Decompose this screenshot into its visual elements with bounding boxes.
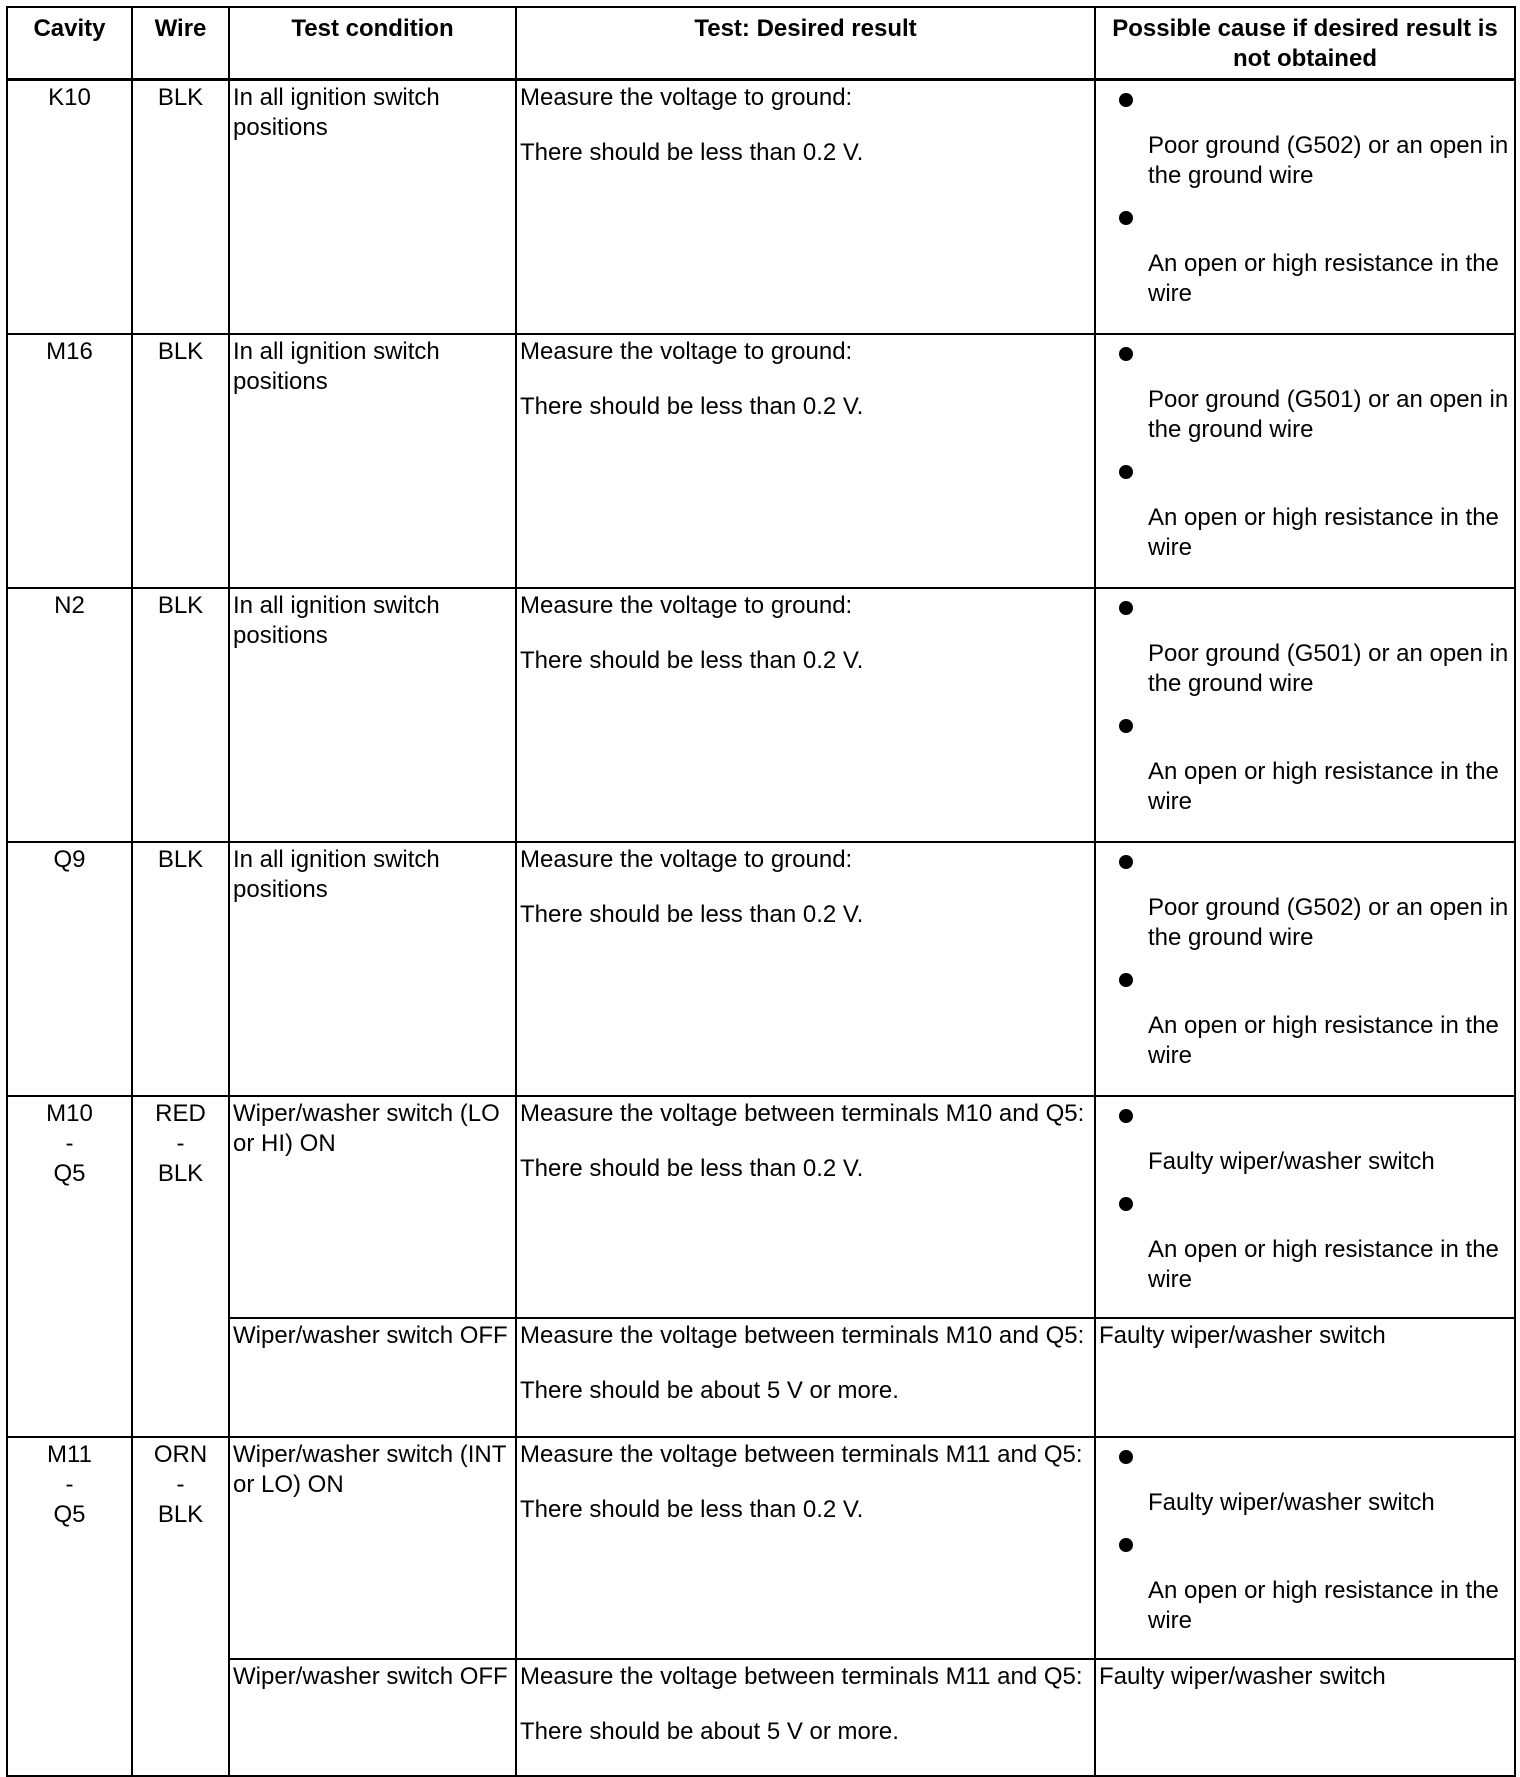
result-expectation: There should be about 5 V or more. xyxy=(520,1718,899,1745)
result-instruction: Measure the voltage between terminals M10 and Q5: xyxy=(520,1100,1085,1127)
bullet-icon xyxy=(1119,465,1133,479)
wire-separator: - xyxy=(176,1471,185,1498)
possible-cause-cell xyxy=(1095,842,1515,1096)
result-expectation: There should be less than 0.2 V. xyxy=(520,1155,864,1182)
wire-cell: BLK xyxy=(132,80,229,335)
possible-cause-cell xyxy=(1095,334,1515,588)
header-possible-cause: Possible cause if desired result is not obtained xyxy=(1095,7,1515,80)
cavity-cell xyxy=(7,1096,132,1437)
result-instruction: Measure the voltage to ground: xyxy=(520,84,853,111)
test-condition-cell: Wiper/washer switch OFF xyxy=(229,1659,516,1776)
test-condition-cell: In all ignition switch positions xyxy=(229,588,516,842)
table-row-ground xyxy=(7,334,1515,588)
result-instruction: Measure the voltage to ground: xyxy=(520,592,853,619)
desired-result-cell xyxy=(516,1659,1095,1776)
bullet-icon xyxy=(1119,347,1133,361)
cavity-cell xyxy=(7,1437,132,1776)
result-instruction: Measure the voltage between terminals M11 and Q5: xyxy=(520,1441,1083,1468)
cavity-cell: K10 xyxy=(7,80,132,335)
desired-result-cell xyxy=(516,588,1095,842)
table-row-ground xyxy=(7,80,1515,335)
result-expectation: There should be less than 0.2 V. xyxy=(520,139,864,166)
bullet-icon xyxy=(1119,93,1133,107)
wire-cell xyxy=(132,1096,229,1437)
cavity-top: M10 xyxy=(46,1100,93,1127)
cause-item: An open or high resistance in the wire xyxy=(1148,250,1499,307)
desired-result-cell xyxy=(516,1437,1095,1659)
test-condition-cell: In all ignition switch positions xyxy=(229,842,516,1096)
cavity-bottom: Q5 xyxy=(53,1501,86,1528)
bullet-icon xyxy=(1119,1450,1133,1464)
table-row-switch-off xyxy=(7,1318,1515,1437)
test-condition-cell: Wiper/washer switch (LO or HI) ON xyxy=(229,1096,516,1318)
cavity-top: M11 xyxy=(47,1441,92,1468)
cavity-separator: - xyxy=(65,1471,74,1498)
wire-bottom: BLK xyxy=(157,1501,204,1528)
cavity-cell: N2 xyxy=(7,588,132,842)
possible-cause-cell xyxy=(1095,588,1515,842)
wire-cell: BLK xyxy=(132,842,229,1096)
cause-item: Faulty wiper/washer switch xyxy=(1148,1489,1435,1516)
wire-top: ORN xyxy=(153,1441,208,1468)
wire-bottom: BLK xyxy=(157,1160,204,1187)
desired-result-cell xyxy=(516,1318,1095,1437)
result-instruction: Measure the voltage between terminals M10 and Q5: xyxy=(520,1322,1085,1349)
possible-cause-cell: Faulty wiper/washer switch xyxy=(1095,1659,1515,1776)
test-condition-cell: Wiper/washer switch OFF xyxy=(229,1318,516,1437)
test-condition-cell: In all ignition switch positions xyxy=(229,80,516,335)
table-row-ground xyxy=(7,842,1515,1096)
result-instruction: Measure the voltage to ground: xyxy=(520,846,853,873)
result-expectation: There should be less than 0.2 V. xyxy=(520,647,864,674)
cause-item: An open or high resistance in the wire xyxy=(1148,504,1499,561)
bullet-icon xyxy=(1119,719,1133,733)
desired-result-cell xyxy=(516,334,1095,588)
table-row-switch-on xyxy=(7,1437,1515,1659)
bullet-icon xyxy=(1119,1109,1133,1123)
bullet-icon xyxy=(1119,1538,1133,1552)
possible-cause-cell xyxy=(1095,80,1515,335)
cause-item: Poor ground (G502) or an open in the ground wire xyxy=(1148,132,1509,189)
wire-top: RED xyxy=(155,1100,206,1127)
cause-item: An open or high resistance in the wire xyxy=(1148,758,1499,815)
bullet-icon xyxy=(1119,1197,1133,1211)
header-cavity: Cavity xyxy=(7,7,132,80)
result-instruction: Measure the voltage to ground: xyxy=(520,338,853,365)
cause-item: An open or high resistance in the wire xyxy=(1148,1012,1499,1069)
cause-item: Faulty wiper/washer switch xyxy=(1148,1148,1435,1175)
cause-item: Poor ground (G501) or an open in the ground wire xyxy=(1148,386,1509,443)
table-row-switch-on xyxy=(7,1096,1515,1318)
result-expectation: There should be less than 0.2 V. xyxy=(520,901,864,928)
bullet-icon xyxy=(1119,855,1133,869)
result-expectation: There should be about 5 V or more. xyxy=(520,1377,899,1404)
wire-separator: - xyxy=(176,1130,185,1157)
result-expectation: There should be less than 0.2 V. xyxy=(520,393,864,420)
cause-item: An open or high resistance in the wire xyxy=(1148,1236,1499,1293)
result-expectation: There should be less than 0.2 V. xyxy=(520,1496,864,1523)
cavity-cell: M16 xyxy=(7,334,132,588)
cause-item: An open or high resistance in the wire xyxy=(1148,1577,1499,1634)
test-condition-cell: In all ignition switch positions xyxy=(229,334,516,588)
wire-cell xyxy=(132,1437,229,1776)
wire-cell: BLK xyxy=(132,588,229,842)
cavity-cell: Q9 xyxy=(7,842,132,1096)
cavity-bottom: Q5 xyxy=(53,1160,86,1187)
bullet-icon xyxy=(1119,973,1133,987)
desired-result-cell xyxy=(516,80,1095,335)
desired-result-cell xyxy=(516,842,1095,1096)
table-row-ground xyxy=(7,588,1515,842)
possible-cause-cell xyxy=(1095,1437,1515,1659)
header-test-condition: Test condition xyxy=(229,7,516,80)
cause-item: Poor ground (G501) or an open in the ground wire xyxy=(1148,640,1509,697)
result-instruction: Measure the voltage between terminals M11 and Q5: xyxy=(520,1663,1083,1690)
wire-cell: BLK xyxy=(132,334,229,588)
diagnostic-table xyxy=(6,6,1516,1777)
cause-item: Poor ground (G502) or an open in the ground wire xyxy=(1148,894,1509,951)
bullet-icon xyxy=(1119,601,1133,615)
header-desired-result: Test: Desired result xyxy=(516,7,1095,80)
bullet-icon xyxy=(1119,211,1133,225)
desired-result-cell xyxy=(516,1096,1095,1318)
table-row-switch-off xyxy=(7,1659,1515,1776)
cavity-separator: - xyxy=(65,1130,74,1157)
possible-cause-cell: Faulty wiper/washer switch xyxy=(1095,1318,1515,1437)
test-condition-cell: Wiper/washer switch (INT or LO) ON xyxy=(229,1437,516,1659)
header-wire: Wire xyxy=(132,7,229,80)
header-row xyxy=(7,7,1515,80)
possible-cause-cell xyxy=(1095,1096,1515,1318)
